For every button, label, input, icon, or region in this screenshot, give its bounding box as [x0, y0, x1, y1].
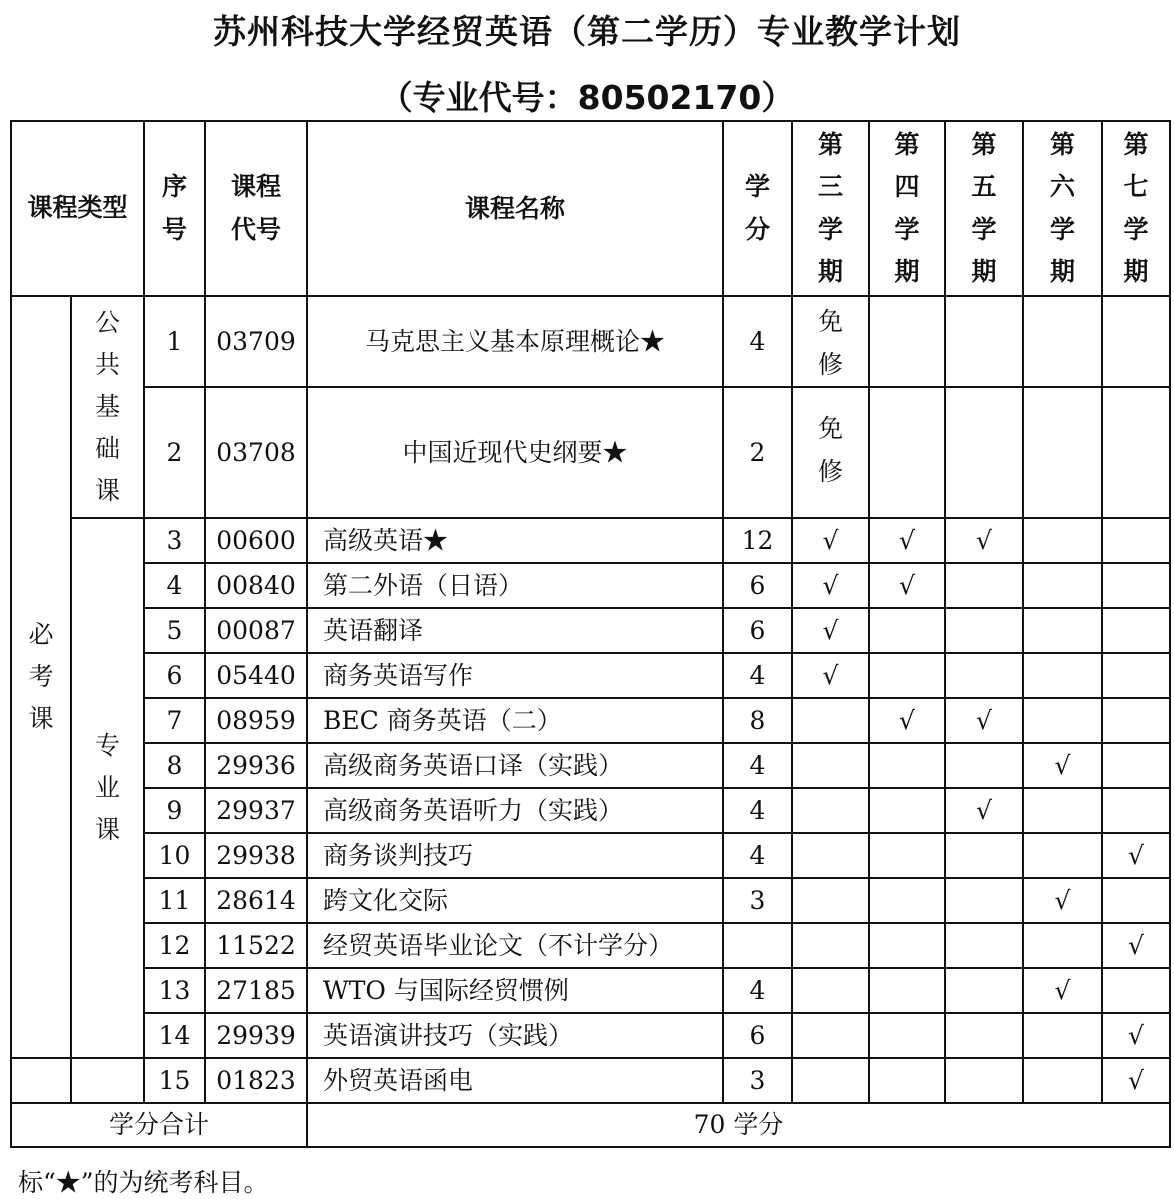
cell-seq: 4	[144, 563, 205, 608]
cell-term-5: √	[945, 698, 1023, 743]
cell-seq: 12	[144, 923, 205, 968]
group-required: 必考课	[11, 296, 71, 1058]
table-row	[11, 788, 1170, 833]
cell-term-3	[792, 968, 869, 1013]
cell-term-4	[869, 788, 945, 833]
cell-course-name: 第二外语（日语）	[307, 563, 723, 608]
cell-term-6	[1023, 1058, 1102, 1103]
cell-term-5	[945, 743, 1023, 788]
teaching-plan-table	[10, 120, 1171, 1148]
cell-seq: 11	[144, 878, 205, 923]
cell-term-7	[1102, 878, 1170, 923]
cell-term-4: √	[869, 518, 945, 563]
cell-term-3: 免修	[792, 296, 869, 387]
cell-term-4	[869, 608, 945, 653]
cell-credit: 4	[723, 296, 792, 387]
cell-term-7	[1102, 387, 1170, 518]
cell-credit: 6	[723, 563, 792, 608]
header-term-7: 第七学期	[1102, 121, 1170, 296]
header-credit: 学分	[723, 121, 792, 296]
cell-term-6	[1023, 387, 1102, 518]
cell-term-7: √	[1102, 1013, 1170, 1058]
cell-term-3	[792, 1013, 869, 1058]
cell-credit: 6	[723, 1013, 792, 1058]
cell-term-6: √	[1023, 968, 1102, 1013]
cell-code: 29939	[205, 1013, 307, 1058]
cell-term-7: √	[1102, 833, 1170, 878]
cell-seq: 7	[144, 698, 205, 743]
cell-seq: 5	[144, 608, 205, 653]
cell-term-7	[1102, 518, 1170, 563]
cell-term-4	[869, 296, 945, 387]
header-code: 课程代号	[205, 121, 307, 296]
header-row	[11, 121, 1170, 296]
cell-term-5: √	[945, 518, 1023, 563]
cell-term-6: √	[1023, 743, 1102, 788]
total-value: 70 学分	[307, 1103, 1170, 1147]
cell-course-name: BEC 商务英语（二）	[307, 698, 723, 743]
table-row	[11, 833, 1170, 878]
header-course-name: 课程名称	[307, 121, 723, 296]
cell-term-3: 免修	[792, 387, 869, 518]
cell-term-6	[1023, 518, 1102, 563]
cell-seq: 10	[144, 833, 205, 878]
cell-code: 29936	[205, 743, 307, 788]
cell-term-6	[1023, 923, 1102, 968]
cell-credit: 4	[723, 788, 792, 833]
cell-course-name: 经贸英语毕业论文（不计学分）	[307, 923, 723, 968]
cell-seq: 1	[144, 296, 205, 387]
cell-term-5	[945, 833, 1023, 878]
cell-term-4: √	[869, 563, 945, 608]
plan-body	[11, 296, 1170, 1103]
cell-term-3: √	[792, 518, 869, 563]
cell-code: 29937	[205, 788, 307, 833]
cell-term-4	[869, 1058, 945, 1103]
table-row	[11, 296, 1170, 387]
cell-term-6	[1023, 698, 1102, 743]
cell-term-5	[945, 653, 1023, 698]
total-label: 学分合计	[11, 1103, 307, 1147]
cell-term-5	[945, 878, 1023, 923]
cell-credit: 12	[723, 518, 792, 563]
cell-course-name: 高级商务英语听力（实践）	[307, 788, 723, 833]
cell-term-7	[1102, 788, 1170, 833]
cell-credit: 4	[723, 653, 792, 698]
cell-credit: 4	[723, 833, 792, 878]
cell-code: 27185	[205, 968, 307, 1013]
cell-credit: 4	[723, 743, 792, 788]
group-major: 专业课	[71, 518, 144, 1058]
cell-code: 03709	[205, 296, 307, 387]
cell-term-3	[792, 833, 869, 878]
cell-code: 11522	[205, 923, 307, 968]
cell-term-7	[1102, 968, 1170, 1013]
cell-course-name: 商务英语写作	[307, 653, 723, 698]
cell-term-3	[792, 1058, 869, 1103]
cell-term-5	[945, 608, 1023, 653]
cell-seq: 14	[144, 1013, 205, 1058]
cell-credit: 2	[723, 387, 792, 518]
cell-seq: 15	[144, 1058, 205, 1103]
table-row	[11, 563, 1170, 608]
cell-term-7	[1102, 653, 1170, 698]
cell-credit	[723, 923, 792, 968]
table-row	[11, 743, 1170, 788]
cell-course-name: 英语翻译	[307, 608, 723, 653]
cell-term-4	[869, 743, 945, 788]
cell-term-4	[869, 878, 945, 923]
cell-term-4	[869, 387, 945, 518]
cell-term-3	[792, 878, 869, 923]
cell-term-3	[792, 743, 869, 788]
header-seq: 序号	[144, 121, 205, 296]
cell-term-4: √	[869, 698, 945, 743]
cell-code: 00840	[205, 563, 307, 608]
cell-credit: 3	[723, 1058, 792, 1103]
table-row	[11, 968, 1170, 1013]
cell-term-3: √	[792, 608, 869, 653]
cell-code: 29938	[205, 833, 307, 878]
cell-term-3	[792, 788, 869, 833]
page-subtitle: （专业代号：80502170）	[379, 78, 795, 117]
cell-course-name: WTO 与国际经贸惯例	[307, 968, 723, 1013]
cell-code: 05440	[205, 653, 307, 698]
cell-term-4	[869, 1013, 945, 1058]
cell-term-6	[1023, 653, 1102, 698]
group-public-basic: 公共基础课	[71, 296, 144, 518]
cell-term-6	[1023, 608, 1102, 653]
cell-course-name: 中国近现代史纲要★	[307, 387, 723, 518]
table-row	[11, 1013, 1170, 1058]
table-row	[11, 608, 1170, 653]
table-row	[11, 518, 1170, 563]
cell-code: 28614	[205, 878, 307, 923]
table-row	[11, 923, 1170, 968]
cell-credit: 6	[723, 608, 792, 653]
cell-term-5	[945, 968, 1023, 1013]
cell-code: 01823	[205, 1058, 307, 1103]
cell-term-3: √	[792, 653, 869, 698]
cell-code: 00600	[205, 518, 307, 563]
cell-term-5	[945, 387, 1023, 518]
cell-course-name: 高级商务英语口译（实践）	[307, 743, 723, 788]
cell-term-7	[1102, 296, 1170, 387]
cell-term-6	[1023, 833, 1102, 878]
cell-credit: 3	[723, 878, 792, 923]
cell-term-5	[945, 563, 1023, 608]
empty-type-cell	[11, 1058, 71, 1103]
cell-term-7	[1102, 608, 1170, 653]
cell-term-7	[1102, 743, 1170, 788]
table-row	[11, 878, 1170, 923]
header-term-4: 第四学期	[869, 121, 945, 296]
cell-seq: 13	[144, 968, 205, 1013]
cell-term-5	[945, 923, 1023, 968]
total-row	[11, 1103, 1170, 1147]
header-term-5: 第五学期	[945, 121, 1023, 296]
cell-code: 00087	[205, 608, 307, 653]
cell-term-5	[945, 1013, 1023, 1058]
table-row	[11, 653, 1170, 698]
cell-term-7	[1102, 563, 1170, 608]
cell-term-4	[869, 833, 945, 878]
cell-code: 03708	[205, 387, 307, 518]
cell-term-3	[792, 698, 869, 743]
cell-term-7: √	[1102, 923, 1170, 968]
cell-term-4	[869, 653, 945, 698]
cell-seq: 6	[144, 653, 205, 698]
cell-term-7: √	[1102, 1058, 1170, 1103]
footnote: 标“★”的为统考科目。	[18, 1168, 269, 1197]
header-term-6: 第六学期	[1023, 121, 1102, 296]
cell-term-5	[945, 1058, 1023, 1103]
cell-credit: 8	[723, 698, 792, 743]
cell-seq: 8	[144, 743, 205, 788]
cell-seq: 2	[144, 387, 205, 518]
cell-course-name: 高级英语★	[307, 518, 723, 563]
cell-term-6	[1023, 563, 1102, 608]
cell-course-name: 商务谈判技巧	[307, 833, 723, 878]
cell-term-3	[792, 923, 869, 968]
cell-term-6	[1023, 788, 1102, 833]
table-row	[11, 387, 1170, 518]
cell-course-name: 跨文化交际	[307, 878, 723, 923]
cell-term-3: √	[792, 563, 869, 608]
cell-course-name: 马克思主义基本原理概论★	[307, 296, 723, 387]
cell-term-6	[1023, 1013, 1102, 1058]
cell-term-6: √	[1023, 878, 1102, 923]
cell-code: 08959	[205, 698, 307, 743]
cell-seq: 9	[144, 788, 205, 833]
cell-term-7	[1102, 698, 1170, 743]
cell-term-5	[945, 296, 1023, 387]
page-title: 苏州科技大学经贸英语（第二学历）专业教学计划	[213, 12, 961, 51]
cell-credit: 4	[723, 968, 792, 1013]
cell-term-6	[1023, 296, 1102, 387]
cell-term-4	[869, 968, 945, 1013]
cell-course-name: 外贸英语函电	[307, 1058, 723, 1103]
empty-subtype-cell	[71, 1058, 144, 1103]
cell-term-4	[869, 923, 945, 968]
header-term-3: 第三学期	[792, 121, 869, 296]
table-row	[11, 1058, 1170, 1103]
cell-seq: 3	[144, 518, 205, 563]
cell-term-5: √	[945, 788, 1023, 833]
header-course-type: 课程类型	[11, 121, 144, 296]
table-row	[11, 698, 1170, 743]
cell-course-name: 英语演讲技巧（实践）	[307, 1013, 723, 1058]
